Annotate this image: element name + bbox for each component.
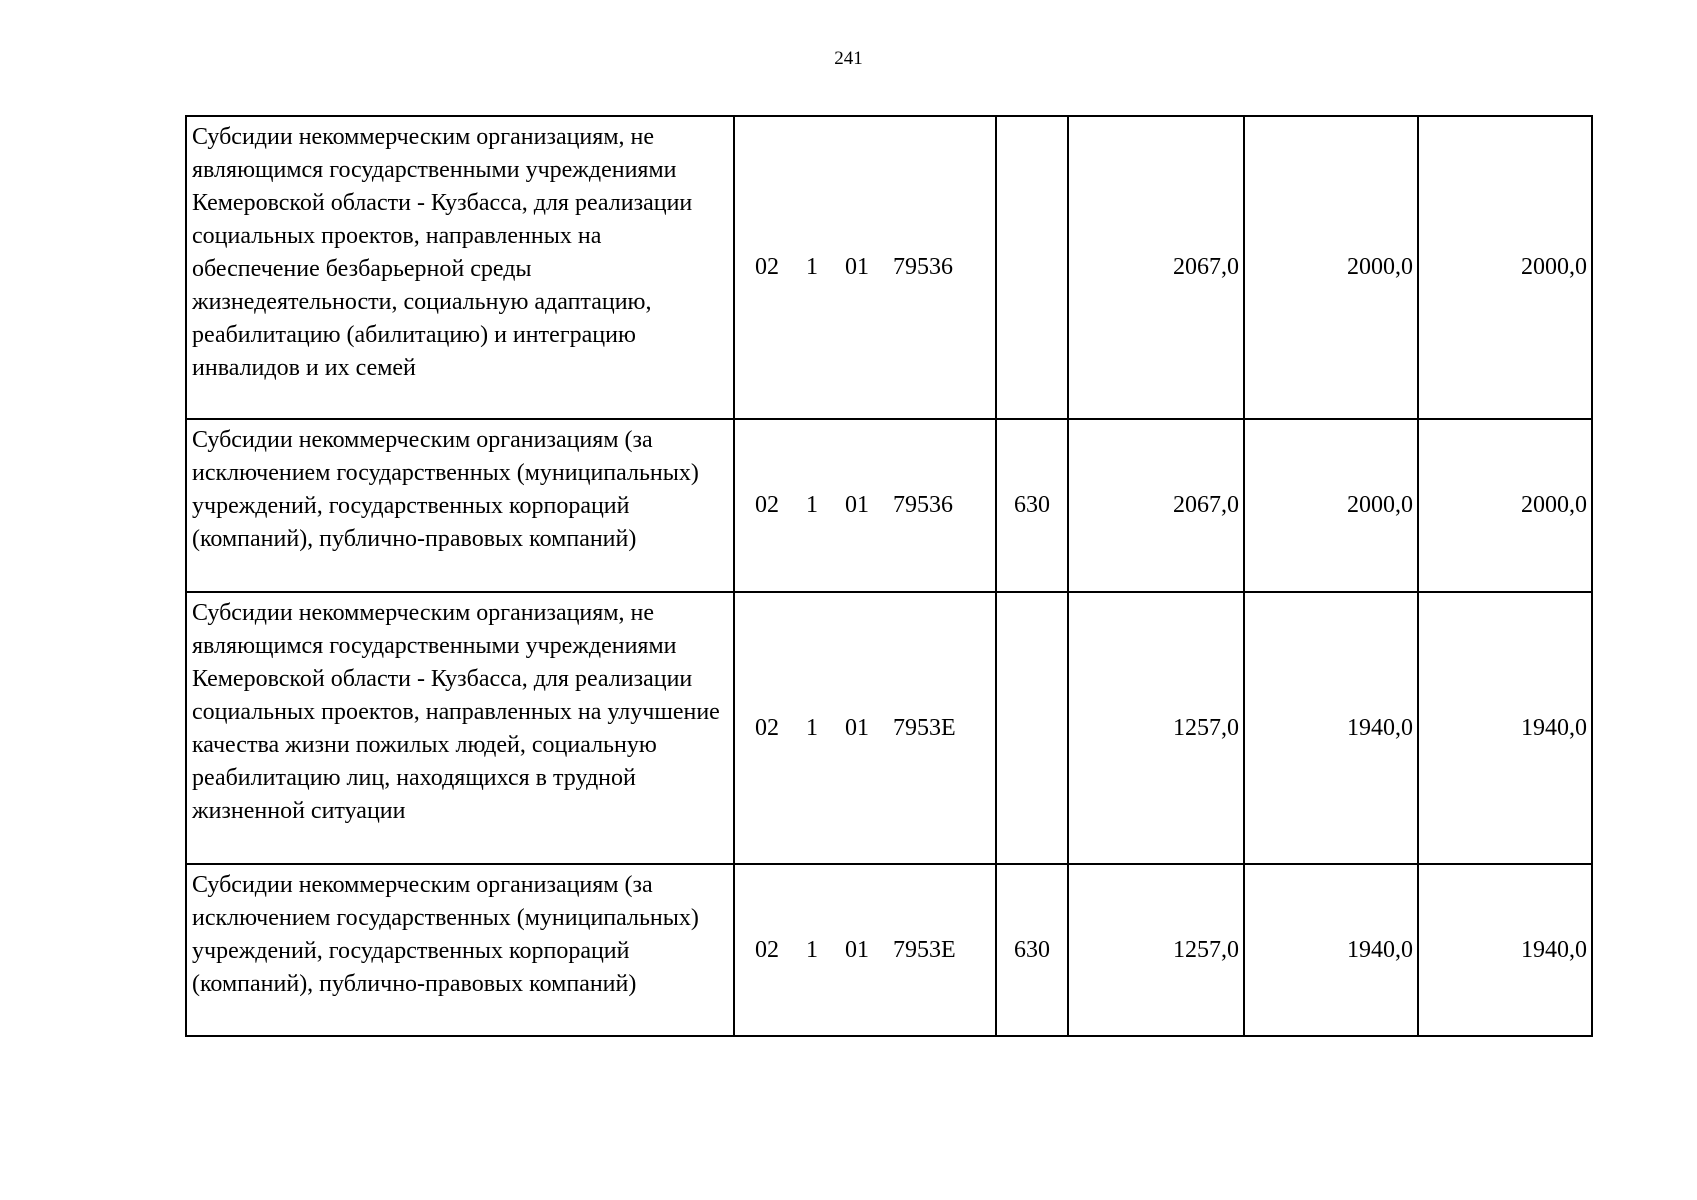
amount-year-1: 1257,0 [1068,592,1244,864]
budget-table [185,115,1593,1037]
subprogram-code: 01 [845,936,869,963]
amount-year-3: 2000,0 [1418,116,1592,419]
program-code: 1 [806,936,818,963]
amount-year-3: 1940,0 [1418,592,1592,864]
table-row [186,864,1592,1036]
row-codes [734,864,996,1036]
direction-code: 79536 [893,492,953,518]
subprogram-code: 01 [845,254,869,280]
section-code: 02 [755,936,779,963]
amount-year-2: 1940,0 [1244,864,1418,1036]
row-description: Субсидии некоммерческим организациям (за исключением государственных (муниципальных) учреждений, государственных корпораций (компаний), публично-правовых компаний) [186,419,734,592]
row-description: Субсидии некоммерческим организациям, не являющимся государственными учреждениями Кемеровской области - Кузбасса, для реализации социальных проектов, направленных на улучшение качества жизни пожилых людей, социальную реабилитацию лиц, находящихся в трудной жизненной ситуации [186,592,734,864]
amount-year-2: 2000,0 [1244,116,1418,419]
amount-year-3: 2000,0 [1418,419,1592,592]
direction-code: 7953E [893,714,956,741]
row-codes [734,116,996,419]
expense-type-code [996,592,1068,864]
row-codes [734,592,996,864]
amount-year-3: 1940,0 [1418,864,1592,1036]
row-description: Субсидии некоммерческим организациям (за исключением государственных (муниципальных) учреждений, государственных корпораций (компаний), публично-правовых компаний) [186,864,734,1036]
amount-year-1: 2067,0 [1068,419,1244,592]
amount-year-1: 2067,0 [1068,116,1244,419]
subprogram-code: 01 [845,492,869,518]
amount-year-2: 1940,0 [1244,592,1418,864]
program-code: 1 [806,492,818,518]
section-code: 02 [755,714,779,741]
program-code: 1 [806,714,818,741]
page-number: 241 [834,48,863,69]
program-code: 1 [806,254,818,280]
section-code: 02 [755,254,779,280]
table-row [186,592,1592,864]
subprogram-code: 01 [845,714,869,741]
table-row [186,419,1592,592]
direction-code: 79536 [893,254,953,280]
table-row [186,116,1592,419]
row-description: Субсидии некоммерческим организациям, не являющимся государственными учреждениями Кемеровской области - Кузбасса, для реализации социальных проектов, направленных на обеспечение безбарьерной среды жизнедеятельности, социальную адаптацию, реабилитацию (абилитацию) и интеграцию инвалидов и их семей [186,116,734,419]
expense-type-code: 630 [996,864,1068,1036]
direction-code: 7953E [893,936,956,963]
section-code: 02 [755,492,779,518]
expense-type-code [996,116,1068,419]
expense-type-code: 630 [996,419,1068,592]
amount-year-2: 2000,0 [1244,419,1418,592]
amount-year-1: 1257,0 [1068,864,1244,1036]
row-codes [734,419,996,592]
